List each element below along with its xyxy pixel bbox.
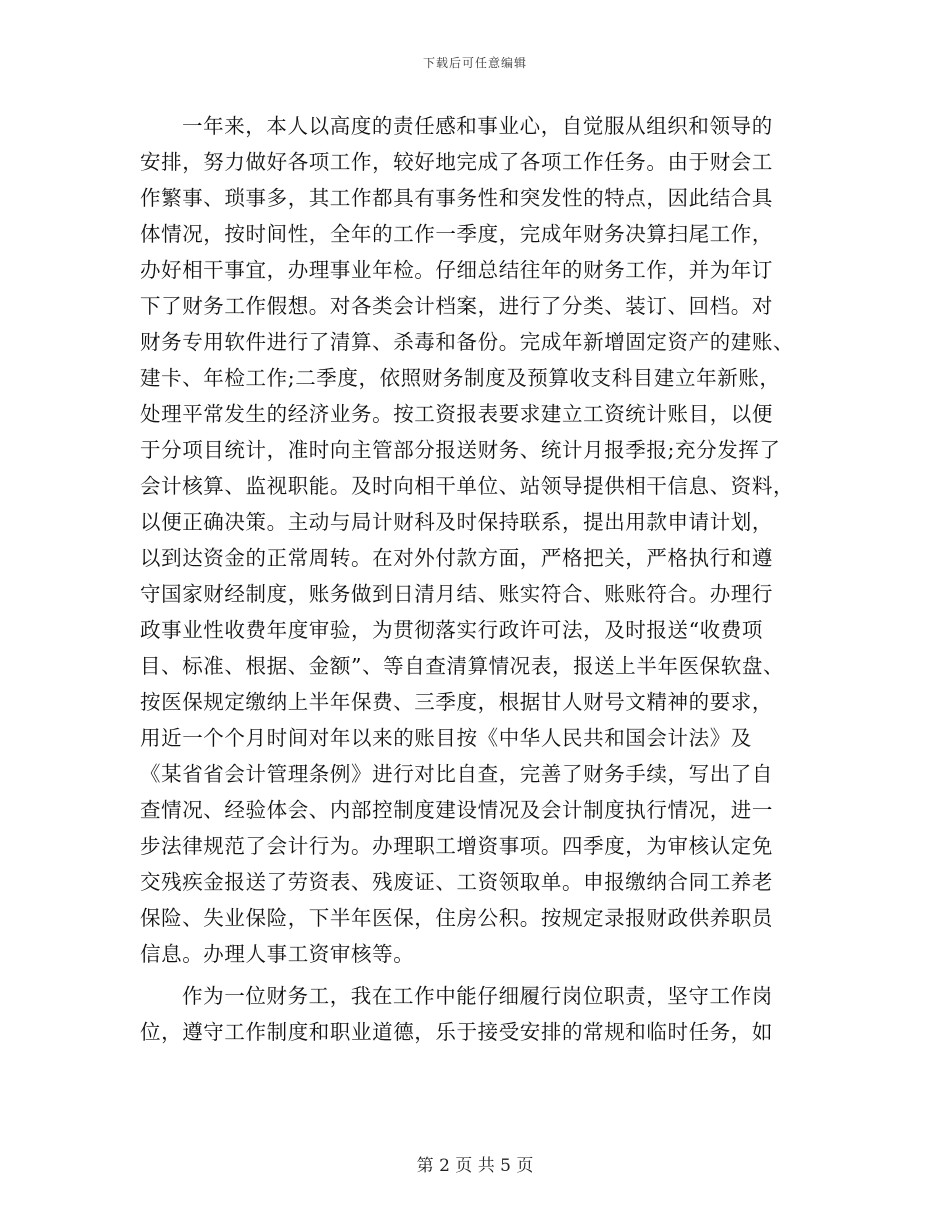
text-line: 以便正确决策。主动与局计财科及时保持联系，提出用款申请计划， xyxy=(140,510,773,534)
text-line: 下了财务工作假想。对各类会计档案，进行了分类、装订、回档。对 xyxy=(140,294,773,318)
text-line: 步法律规范了会计行为。办理职工增资事项。四季度，为审核认定免 xyxy=(140,834,773,858)
text-line: 财务专用软件进行了清算、杀毒和备份。完成年新增固定资产的建账、 xyxy=(140,330,795,354)
text-line: 作为一位财务工，我在工作中能仔细履行岗位职责，坚守工作岗 xyxy=(182,984,773,1008)
text-line: 办好相干事宜，办理事业年检。仔细总结往年的财务工作，并为年订 xyxy=(140,258,773,282)
page-header: 下载后可任意编辑 xyxy=(422,56,527,70)
text-line: 会计核算、监视职能。及时向相干单位、站领导提供相干信息、资料， xyxy=(140,474,795,498)
text-line: 交残疾金报送了劳资表、残废证、工资领取单。申报缴纳合同工养老 xyxy=(140,870,773,894)
text-line: 于分项目统计，准时向主管部分报送财务、统计月报季报;充分发挥了 xyxy=(140,438,781,462)
text-line: 作繁事、琐事多，其工作都具有事务性和突发性的特点，因此结合具 xyxy=(140,186,773,210)
text-line: 《某省省会计管理条例》进行对比自查，完善了财务手续，写出了自 xyxy=(140,762,773,786)
text-line: 信息。办理人事工资审核等。 xyxy=(140,942,415,966)
paragraph-1 xyxy=(140,108,810,972)
text-line: 按医保规定缴纳上半年保费、三季度，根据甘人财号文精神的要求， xyxy=(140,690,773,714)
text-line: 保险、失业保险，下半年医保，住房公积。按规定录报财政供养职员 xyxy=(140,906,773,930)
text-line: 处理平常发生的经济业务。按工资报表要求建立工资统计账目，以便 xyxy=(140,402,773,426)
page-number: 第 2 页 共 5 页 xyxy=(416,1156,534,1176)
text-line: 目、标准、根据、金额”、等自查清算情况表，报送上半年医保软盘、 xyxy=(140,654,785,678)
text-line: 守国家财经制度，账务做到日清月结、账实符合、账账符合。办理行 xyxy=(140,582,773,606)
text-line: 体情况，按时间性，全年的工作一季度，完成年财务决算扫尾工作， xyxy=(140,222,773,246)
text-line: 安排，努力做好各项工作，较好地完成了各项工作任务。由于财会工 xyxy=(140,150,773,174)
text-line: 查情况、经验体会、内部控制度建设情况及会计制度执行情况，进一 xyxy=(140,798,773,822)
text-line: 以到达资金的正常周转。在对外付款方面，严格把关，严格执行和遵 xyxy=(140,546,773,570)
text-line: 政事业性收费年度审验，为贯彻落实行政许可法，及时报送“收费项 xyxy=(140,618,763,642)
text-line: 一年来，本人以高度的责任感和事业心，自觉服从组织和领导的 xyxy=(182,114,773,138)
text-line: 位，遵守工作制度和职业道德，乐于接受安排的常规和临时任务，如 xyxy=(140,1020,773,1044)
text-line: 用近一个个月时间对年以来的账目按《中华人民共和国会计法》及 xyxy=(140,726,752,750)
text-line: 建卡、年检工作;二季度，依照财务制度及预算收支科目建立年新账， xyxy=(140,366,781,390)
document-body xyxy=(140,108,810,1050)
paragraph-2 xyxy=(140,978,810,1050)
